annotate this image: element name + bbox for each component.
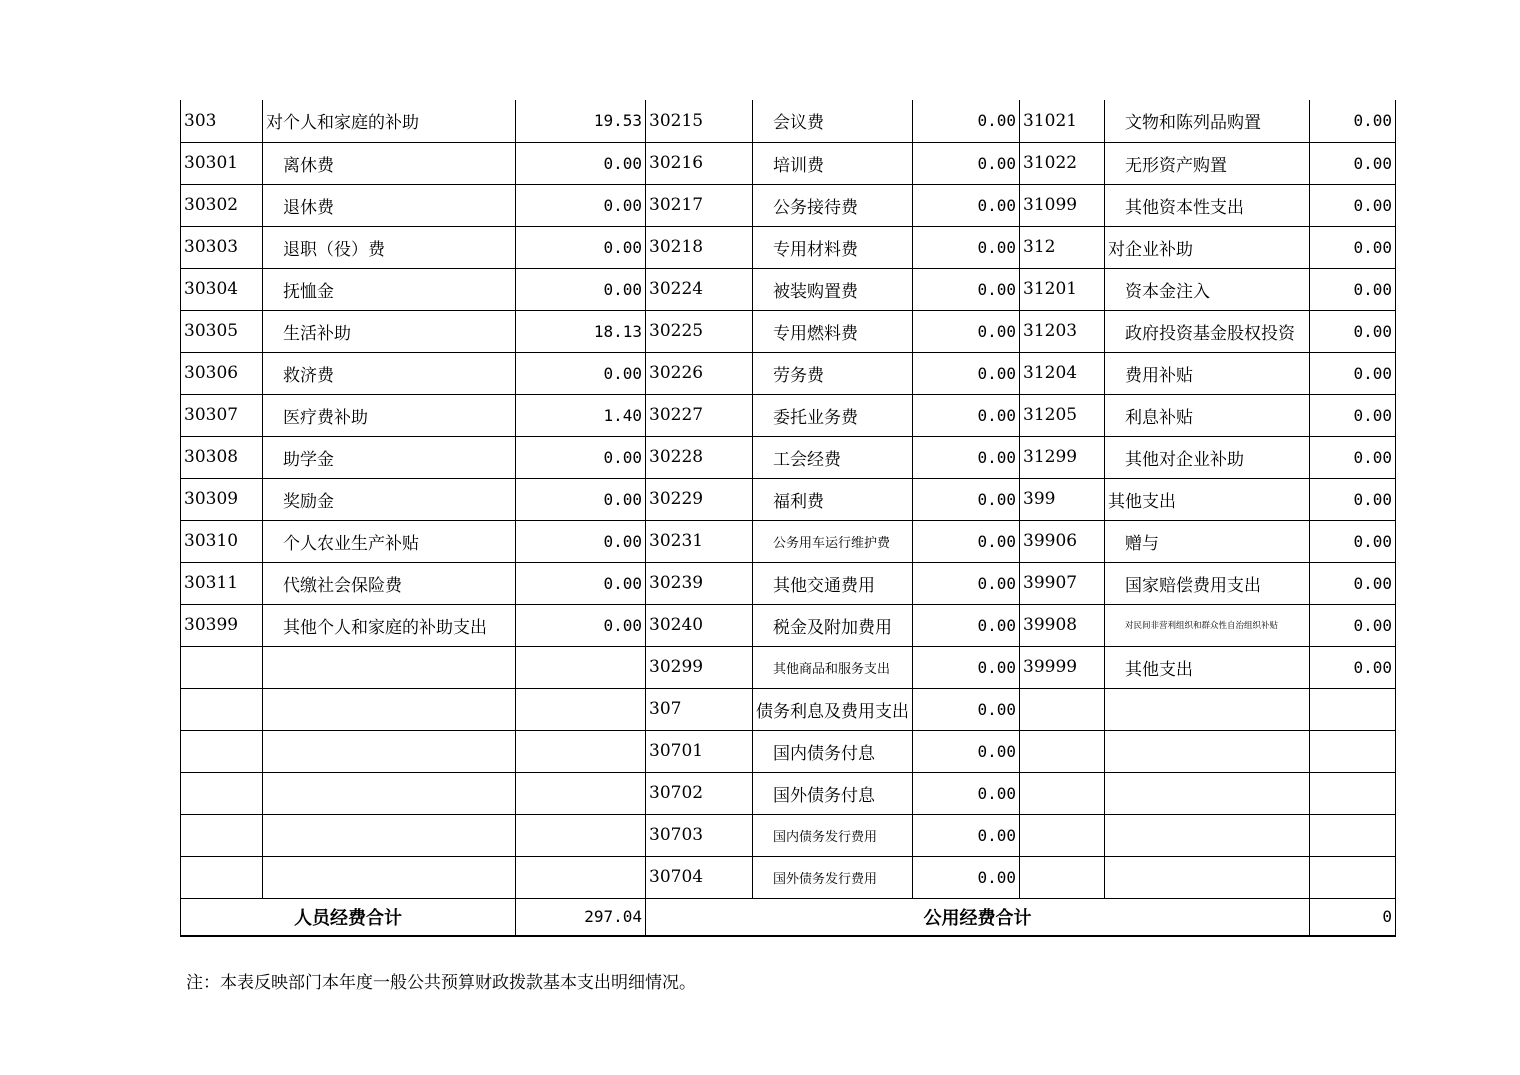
item-name: 奖励金 (263, 478, 516, 520)
item-amount: 0.00 (516, 436, 646, 478)
item-code (181, 688, 263, 730)
item-amount (516, 730, 646, 772)
item-name (263, 856, 516, 898)
item-code (1020, 814, 1105, 856)
item-code: 30306 (181, 352, 263, 394)
item-name: 福利费 (753, 478, 913, 520)
item-name: 公务用车运行维护费 (753, 520, 913, 562)
table-row (181, 184, 1396, 226)
item-name: 其他对企业补助 (1105, 436, 1310, 478)
item-code: 303 (181, 100, 263, 142)
table-body (181, 100, 1396, 898)
item-name (1105, 856, 1310, 898)
table-row (181, 142, 1396, 184)
item-amount: 0.00 (913, 142, 1020, 184)
item-name: 对企业补助 (1105, 226, 1310, 268)
item-code: 30227 (646, 394, 753, 436)
item-name: 其他支出 (1105, 646, 1310, 688)
item-name: 政府投资基金股权投资 (1105, 310, 1310, 352)
item-code (181, 814, 263, 856)
item-amount: 0.00 (913, 184, 1020, 226)
item-code: 30702 (646, 772, 753, 814)
item-name (1105, 814, 1310, 856)
item-name: 文物和陈列品购置 (1105, 100, 1310, 142)
table-row (181, 226, 1396, 268)
item-code: 30239 (646, 562, 753, 604)
item-name: 代缴社会保险费 (263, 562, 516, 604)
item-name: 对民间非营利组织和群众性自治组织补贴 (1105, 604, 1310, 646)
item-name: 国外债务发行费用 (753, 856, 913, 898)
item-code: 30216 (646, 142, 753, 184)
table-row (181, 520, 1396, 562)
item-amount: 0.00 (913, 310, 1020, 352)
item-amount: 0.00 (516, 352, 646, 394)
item-amount (1310, 814, 1396, 856)
table-row (181, 814, 1396, 856)
item-code: 39907 (1020, 562, 1105, 604)
item-code: 30218 (646, 226, 753, 268)
item-amount: 0.00 (1310, 562, 1396, 604)
item-name (1105, 688, 1310, 730)
item-amount: 0.00 (913, 100, 1020, 142)
item-name: 国内债务发行费用 (753, 814, 913, 856)
item-name: 被装购置费 (753, 268, 913, 310)
item-amount (516, 646, 646, 688)
item-code (181, 856, 263, 898)
item-amount: 0.00 (913, 478, 1020, 520)
item-name: 个人农业生产补贴 (263, 520, 516, 562)
item-amount: 0.00 (1310, 310, 1396, 352)
item-amount: 0.00 (913, 604, 1020, 646)
item-amount (516, 814, 646, 856)
item-code: 30308 (181, 436, 263, 478)
item-code: 312 (1020, 226, 1105, 268)
item-amount: 0.00 (913, 646, 1020, 688)
item-code: 30229 (646, 478, 753, 520)
item-code: 30311 (181, 562, 263, 604)
table-row (181, 394, 1396, 436)
item-name: 会议费 (753, 100, 913, 142)
table-row (181, 436, 1396, 478)
item-amount: 0.00 (1310, 646, 1396, 688)
item-code: 31299 (1020, 436, 1105, 478)
item-code: 30299 (646, 646, 753, 688)
item-name: 赠与 (1105, 520, 1310, 562)
item-amount: 0.00 (1310, 394, 1396, 436)
item-name: 抚恤金 (263, 268, 516, 310)
item-code: 30215 (646, 100, 753, 142)
item-amount: 0.00 (516, 268, 646, 310)
item-amount (1310, 730, 1396, 772)
item-amount: 0.00 (1310, 142, 1396, 184)
item-code: 30304 (181, 268, 263, 310)
item-name: 国外债务付息 (753, 772, 913, 814)
table-row (181, 856, 1396, 898)
public-total-value: 0 (1310, 898, 1396, 936)
item-amount: 0.00 (1310, 604, 1396, 646)
item-code: 30226 (646, 352, 753, 394)
item-code: 31099 (1020, 184, 1105, 226)
item-name: 费用补贴 (1105, 352, 1310, 394)
item-name: 生活补助 (263, 310, 516, 352)
item-name: 劳务费 (753, 352, 913, 394)
item-amount: 0.00 (516, 184, 646, 226)
item-name: 专用材料费 (753, 226, 913, 268)
item-code: 30240 (646, 604, 753, 646)
item-name: 国家赔偿费用支出 (1105, 562, 1310, 604)
item-code: 30309 (181, 478, 263, 520)
item-amount: 0.00 (913, 352, 1020, 394)
item-code: 31022 (1020, 142, 1105, 184)
item-name: 资本金注入 (1105, 268, 1310, 310)
item-code: 31021 (1020, 100, 1105, 142)
item-amount: 0.00 (913, 562, 1020, 604)
item-amount: 0.00 (516, 562, 646, 604)
item-code (181, 772, 263, 814)
item-name (263, 730, 516, 772)
item-amount: 0.00 (913, 772, 1020, 814)
expenditure-detail-table (180, 100, 1396, 937)
item-name (263, 646, 516, 688)
item-code: 30301 (181, 142, 263, 184)
item-name: 培训费 (753, 142, 913, 184)
item-amount (1310, 688, 1396, 730)
item-name: 无形资产购置 (1105, 142, 1310, 184)
item-code (181, 646, 263, 688)
item-amount: 0.00 (1310, 352, 1396, 394)
item-name (1105, 772, 1310, 814)
item-amount: 0.00 (516, 520, 646, 562)
item-amount: 0.00 (913, 268, 1020, 310)
item-name: 其他资本性支出 (1105, 184, 1310, 226)
item-amount: 18.13 (516, 310, 646, 352)
table-row (181, 100, 1396, 142)
item-name (1105, 730, 1310, 772)
item-amount: 19.53 (516, 100, 646, 142)
item-code: 30224 (646, 268, 753, 310)
item-name: 退休费 (263, 184, 516, 226)
item-amount (1310, 856, 1396, 898)
item-code: 30303 (181, 226, 263, 268)
item-amount: 0.00 (1310, 226, 1396, 268)
item-name: 公务接待费 (753, 184, 913, 226)
item-name: 医疗费补助 (263, 394, 516, 436)
item-name: 债务利息及费用支出 (753, 688, 913, 730)
item-code: 30701 (646, 730, 753, 772)
item-name: 工会经费 (753, 436, 913, 478)
item-amount (516, 688, 646, 730)
item-amount: 0.00 (913, 814, 1020, 856)
table-row (181, 688, 1396, 730)
table-row (181, 268, 1396, 310)
item-name (263, 688, 516, 730)
item-name: 其他交通费用 (753, 562, 913, 604)
item-code: 30305 (181, 310, 263, 352)
item-code: 39908 (1020, 604, 1105, 646)
item-code (181, 730, 263, 772)
table-row (181, 730, 1396, 772)
item-name: 税金及附加费用 (753, 604, 913, 646)
item-amount (516, 772, 646, 814)
table-row (181, 562, 1396, 604)
table-row (181, 478, 1396, 520)
item-name (263, 772, 516, 814)
table-row (181, 772, 1396, 814)
item-name: 专用燃料费 (753, 310, 913, 352)
item-amount: 0.00 (913, 688, 1020, 730)
item-amount: 0.00 (516, 142, 646, 184)
item-amount: 1.40 (516, 394, 646, 436)
item-code: 30302 (181, 184, 263, 226)
item-code (1020, 688, 1105, 730)
item-code: 30231 (646, 520, 753, 562)
table-row (181, 310, 1396, 352)
item-code: 30307 (181, 394, 263, 436)
item-name: 对个人和家庭的补助 (263, 100, 516, 142)
item-code: 31201 (1020, 268, 1105, 310)
item-amount: 0.00 (1310, 100, 1396, 142)
item-code: 30225 (646, 310, 753, 352)
item-amount: 0.00 (913, 436, 1020, 478)
item-name: 其他商品和服务支出 (753, 646, 913, 688)
item-code: 30399 (181, 604, 263, 646)
item-code: 307 (646, 688, 753, 730)
item-amount: 0.00 (913, 226, 1020, 268)
item-amount: 0.00 (1310, 478, 1396, 520)
item-amount: 0.00 (913, 856, 1020, 898)
item-amount (1310, 772, 1396, 814)
item-code: 30704 (646, 856, 753, 898)
personnel-total-value: 297.04 (516, 898, 646, 936)
item-code: 31203 (1020, 310, 1105, 352)
item-code: 30703 (646, 814, 753, 856)
item-amount: 0.00 (913, 394, 1020, 436)
item-name: 退职（役）费 (263, 226, 516, 268)
item-code (1020, 856, 1105, 898)
table-row (181, 646, 1396, 688)
public-total-label: 公用经费合计 (646, 898, 1310, 936)
item-name: 国内债务付息 (753, 730, 913, 772)
item-name: 其他个人和家庭的补助支出 (263, 604, 516, 646)
item-code: 31205 (1020, 394, 1105, 436)
item-amount: 0.00 (516, 226, 646, 268)
item-code (1020, 772, 1105, 814)
item-name: 离休费 (263, 142, 516, 184)
item-code: 30310 (181, 520, 263, 562)
item-code: 39999 (1020, 646, 1105, 688)
table-note: 注：本表反映部门本年度一般公共预算财政拨款基本支出明细情况。 (186, 973, 696, 993)
item-amount: 0.00 (516, 478, 646, 520)
personnel-total-label: 人员经费合计 (181, 898, 516, 936)
item-name: 救济费 (263, 352, 516, 394)
item-name: 助学金 (263, 436, 516, 478)
item-amount: 0.00 (1310, 520, 1396, 562)
item-code: 399 (1020, 478, 1105, 520)
item-code: 30228 (646, 436, 753, 478)
item-amount (516, 856, 646, 898)
item-code: 30217 (646, 184, 753, 226)
item-name: 利息补贴 (1105, 394, 1310, 436)
item-amount: 0.00 (913, 730, 1020, 772)
item-name (263, 814, 516, 856)
item-code (1020, 730, 1105, 772)
table-row (181, 352, 1396, 394)
item-amount: 0.00 (1310, 436, 1396, 478)
item-amount: 0.00 (1310, 268, 1396, 310)
item-name: 委托业务费 (753, 394, 913, 436)
item-name: 其他支出 (1105, 478, 1310, 520)
totals-row (181, 898, 1396, 936)
item-amount: 0.00 (1310, 184, 1396, 226)
table-row (181, 604, 1396, 646)
item-code: 31204 (1020, 352, 1105, 394)
item-code: 39906 (1020, 520, 1105, 562)
item-amount: 0.00 (913, 520, 1020, 562)
item-amount: 0.00 (516, 604, 646, 646)
